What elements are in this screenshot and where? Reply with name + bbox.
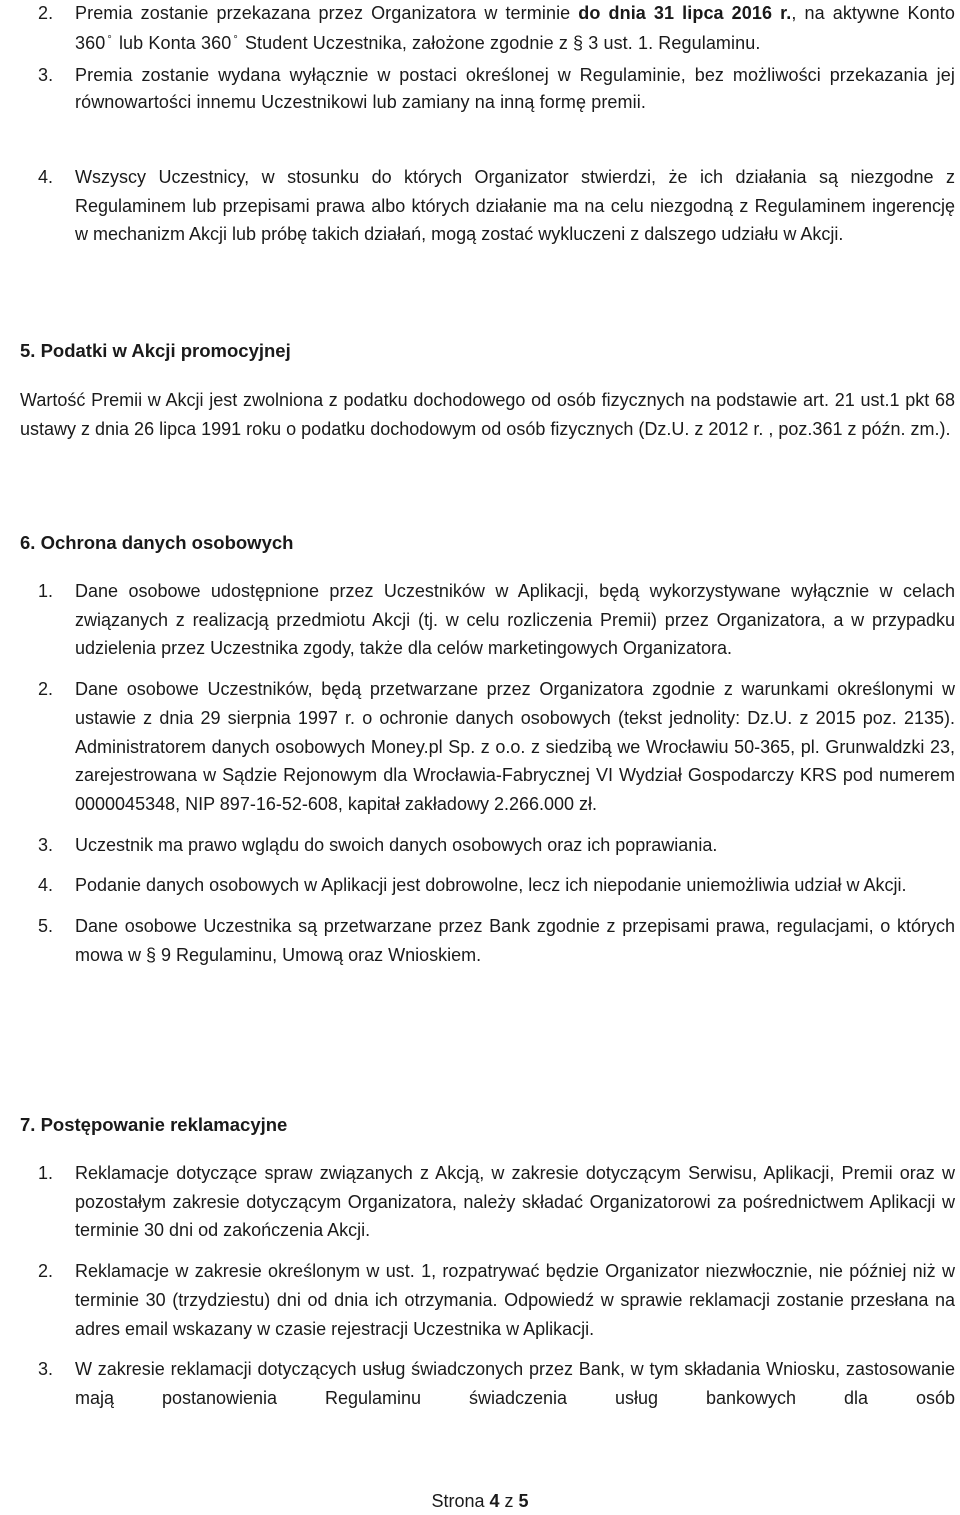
list-item xyxy=(0,831,955,860)
list-item xyxy=(0,675,955,819)
list-number: 1. xyxy=(38,581,54,601)
exclusion-list xyxy=(0,163,960,249)
list-item xyxy=(0,1159,955,1245)
list-text: Podanie danych osobowych w Aplikacji jest dobrowolne, lecz ich niepodanie uniemożliwia udział w Akcji. xyxy=(75,875,907,896)
list-item xyxy=(0,62,955,115)
list-text: Uczestnik ma prawo wglądu do swoich danych osobowych oraz ich poprawiania. xyxy=(75,834,718,855)
list-number: 2. xyxy=(38,679,54,700)
list-item xyxy=(0,1355,955,1412)
list-item xyxy=(0,577,955,663)
page-footer xyxy=(0,1491,960,1512)
list-number: 2. xyxy=(38,1261,54,1282)
list-text: Dane osobowe Uczestników, będą przetwarzane przez Organizatora zgodnie z warunkami określonymi w ustawie z dnia 29 sierpnia 1997 r. o ochronie danych osobowych (tekst jednolity: Dz.U. z 2015 poz. 2135). Administratorem danych osobowych Money.pl Sp. z o.o. z siedzibą we Wrocławiu 50-365, pl. Grunwaldzki 23, zarejestrowana w Sądzie Rejonowym dla Wrocławia-Fabrycznej VI Wydział Gospodarczy KRS pod numerem 0000045348, NIP 897-16-52-608, kapitał zakładowy 2.266.000 zł. xyxy=(75,679,955,814)
list-number: 2. xyxy=(38,3,54,23)
list-number: 4. xyxy=(38,167,54,187)
section-heading-data-protection: 6. Ochrona danych osobowych xyxy=(20,532,294,553)
list-text: Reklamacje dotyczące spraw związanych z Akcją, w zakresie dotyczącym Serwisu, Aplikacji, Premii oraz w pozostałym zakresie dotyczącym Organizatora, należy składać Organizatorowi za pośrednictwem Aplikacji w terminie 30 dni od zakończenia Akcji. xyxy=(75,1163,955,1241)
tax-paragraph: Wartość Premii w Akcji jest zwolniona z podatku dochodowego od osób fizycznych na podstawie art. 21 ust.1 pkt 68 ustawy z dnia 26 lipca 1991 roku o podatku dochodowym od osób fizycznych (Dz.U. z 2012 r. , poz.361 z późn. zm.). xyxy=(20,390,955,439)
total-pages-number: 5 xyxy=(518,1491,529,1511)
section-heading-taxes: 5. Podatki w Akcji promocyjnej xyxy=(20,340,291,361)
list-item xyxy=(0,163,955,249)
list-number: 3. xyxy=(38,1359,54,1380)
list-item xyxy=(0,912,955,969)
list-item xyxy=(0,0,955,56)
section-heading-complaints: 7. Postępowanie reklamacyjne xyxy=(20,1114,288,1135)
data-protection-list xyxy=(0,577,960,969)
list-number: 3. xyxy=(38,65,54,85)
footer-separator: z xyxy=(499,1491,519,1511)
list-text: W zakresie reklamacji dotyczących usług świadczonych przez Bank, w tym składania Wniosku, zastosowanie mają postanowienia Regulaminu świadczenia usług bankowych dla osób xyxy=(75,1359,955,1408)
list-number: 4. xyxy=(38,875,54,896)
prize-terms-list xyxy=(0,0,960,137)
deadline-text: do dnia 31 lipca 2016 r. xyxy=(578,3,792,23)
list-number: 3. xyxy=(38,834,54,855)
current-page-number: 4 xyxy=(489,1491,500,1511)
list-text: Wszyscy Uczestnicy, w stosunku do których Organizator stwierdzi, że ich działania są niezgodne z Regulaminem lub przepisami prawa albo których działanie ma na celu niezgodną z Regulaminem ingerencję w mechanizm Akcji lub próbę takich działań, mogą zostać wykluczeni z dalszego udziału w Akcji. xyxy=(75,167,955,245)
list-text: Dane osobowe udostępnione przez Uczestników w Aplikacji, będą wykorzystywane wyłącznie w celach związanych z realizacją przedmiotu Akcji (tj. w celu rozliczenia Premii) przez Organizatora, a w przypadku udzielenia przez Uczestnika zgody, także dla celów marketingowych Organizatora. xyxy=(75,581,955,659)
footer-prefix: Strona xyxy=(431,1491,490,1511)
list-text: Reklamacje w zakresie określonym w ust. 1, rozpatrywać będzie Organizator niezwłocznie, nie później niż w terminie 30 (trzydziestu) dni od dnia ich otrzymania. Odpowiedź w sprawie reklamacji zostanie przesłana na adres email wskazany w czasie rejestracji Uczestnika w Aplikacji. xyxy=(75,1261,955,1339)
list-text: Premia zostanie wydana wyłącznie w postaci określonej w Regulaminie, bez możliwości przekazania jej równowartości innemu Uczestnikowi lub zamiany na inną formę premii. xyxy=(75,65,955,112)
complaints-list xyxy=(0,1159,960,1413)
list-text: Premia zostanie przekazana przez Organizatora w terminie do dnia 31 lipca 2016 r., na aktywne Konto 360 ° lub Konta 360 ° Student Uczestnika, założone zgodnie z § 3 ust. 1. Regulaminu. xyxy=(75,3,955,53)
list-item xyxy=(0,1257,955,1343)
list-item xyxy=(0,871,955,900)
list-number: 1. xyxy=(38,1163,54,1183)
list-number: 5. xyxy=(38,916,54,937)
list-text: Dane osobowe Uczestnika są przetwarzane przez Bank zgodnie z przepisami prawa, regulacjami, o których mowa w § 9 Regulaminu, Umową oraz Wnioskiem. xyxy=(75,916,955,965)
